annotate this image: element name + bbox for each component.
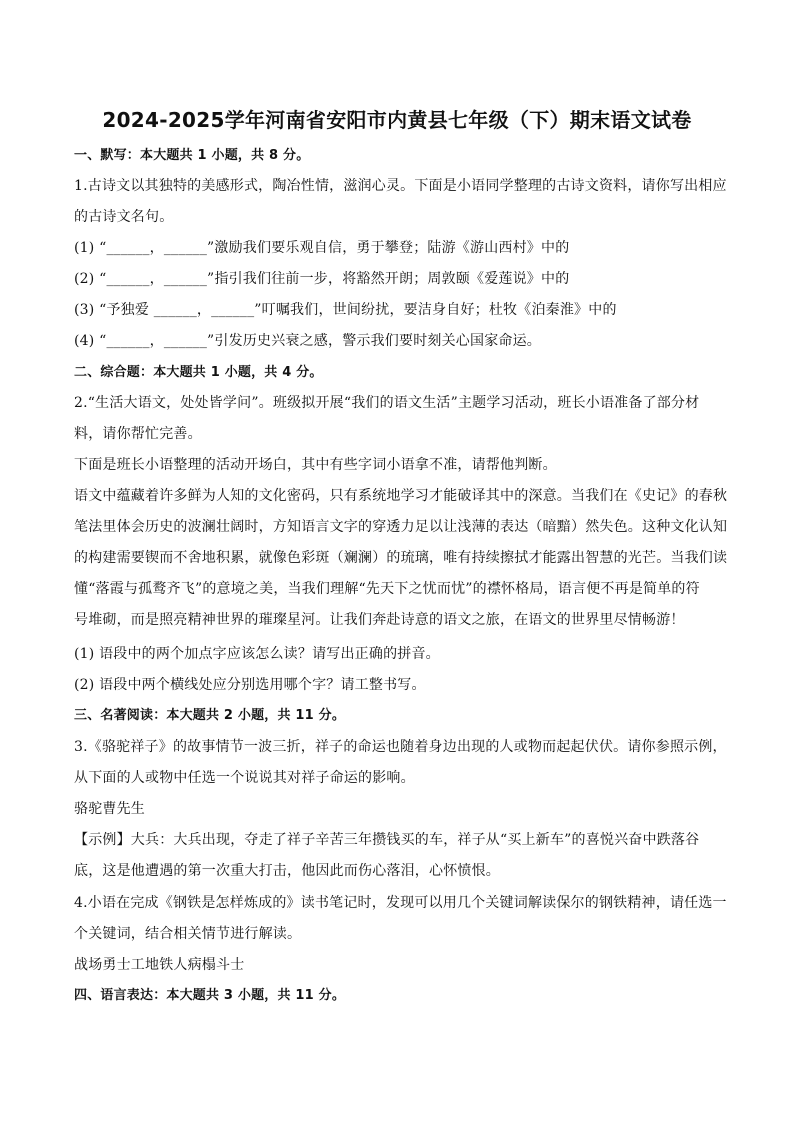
section-4-heading: 四、语言表达：本大题共 3 小题，共 11 分。 <box>74 988 346 1003</box>
section-3-heading: 三、名著阅读：本大题共 2 小题，共 11 分。 <box>74 708 346 723</box>
q2-passage-line-3: 的构建需要锲而不舍地积累，就像色彩斑（斓澜）的琉璃，唯有持续擦拭才能露出智慧的光芒。当我们读 <box>74 550 728 566</box>
section-2-heading: 二、综合题：本大题共 1 小题，共 4 分。 <box>74 365 323 380</box>
q2-passage-line-4: 懂“落霞与孤鹜齐飞”的意境之美，当我们理解“先天下之忧而忧”的襟怀格局，语言便不再是简单的符 <box>74 581 700 597</box>
q1-part-2: (2) “______，______”指引我们往前一步，将豁然开朗；周敦颐《爱莲说》中的 <box>74 271 570 287</box>
q3-options: 骆驼曹先生 <box>74 801 145 817</box>
q3-example-line-1: 【示例】大兵：大兵出现，夺走了祥子辛苦三年攒钱买的车，祥子从“买上新车”的喜悦兴奋中跌落谷 <box>74 832 700 848</box>
section-1-heading: 一、默写：本大题共 1 小题，共 8 分。 <box>74 148 310 163</box>
q2-passage-line-5: 号堆砌，而是照亮精神世界的璀璨星河。让我们奔赴诗意的语文之旅，在语文的世界里尽情畅游！ <box>74 612 685 628</box>
q2-passage-line-2: 笔法里体会历史的波澜壮阔时，方知语言文字的穿透力足以让浅薄的表达（暗黯）然失色。这种文化认知 <box>74 519 728 535</box>
q1-stem-line-2: 的古诗文名句。 <box>74 209 174 225</box>
q1-part-4: (4) “______，______”引发历史兴衰之感，警示我们要时刻关心国家命运。 <box>74 333 541 349</box>
q4-stem-line-1: 4.小语在完成《钢铁是怎样炼成的》读书笔记时，发现可以用几个关键词解读保尔的钢铁精神，请任选一 <box>74 895 727 911</box>
q3-stem-line-2: 从下面的人或物中任选一个说说其对祥子命运的影响。 <box>74 770 415 786</box>
page-title: 2024-2025学年河南省安阳市内黄县七年级（下）期末语文试卷 <box>102 108 692 132</box>
q2-subquestion-2: (2) 语段中两个横线处应分别选用哪个字？请工整书写。 <box>74 677 426 693</box>
q3-stem-line-1: 3.《骆驼祥子》的故事情节一波三折，祥子的命运也随着身边出现的人或物而起起伏伏。请你参照示例， <box>74 739 727 755</box>
q2-stem-line-1: 2.“生活大语文，处处皆学问”。班级拟开展“我们的语文生活”主题学习活动，班长小语准备了部分材 <box>74 395 700 411</box>
q2-instruction: 下面是班长小语整理的活动开场白，其中有些字词小语拿不准，请帮他判断。 <box>74 457 557 473</box>
q2-stem-line-2: 料，请你帮忙完善。 <box>74 426 202 442</box>
q1-part-1: (1) “______，______”激励我们要乐观自信，勇于攀登；陆游《游山西村》中的 <box>74 240 570 256</box>
q4-options: 战场勇士工地铁人病榻斗士 <box>74 957 245 973</box>
q1-part-3: (3) “予独爱 ______，______”叮嘱我们，世间纷扰，要洁身自好；杜牧《泊秦淮》中的 <box>74 302 617 318</box>
q4-stem-line-2: 个关键词，结合相关情节进行解读。 <box>74 926 302 942</box>
q3-example-line-2: 底，这是他遭遇的第一次重大打击，他因此而伤心落泪，心怀愤恨。 <box>74 863 500 879</box>
q2-subquestion-1: (1) 语段中的两个加点字应该怎么读？请写出正确的拼音。 <box>74 646 440 662</box>
q1-stem-line-1: 1.古诗文以其独特的美感形式，陶冶性情，滋润心灵。下面是小语同学整理的古诗文资料，请你写出相应 <box>74 178 727 194</box>
q2-passage-line-1: 语文中蕴藏着许多鲜为人知的文化密码，只有系统地学习才能破译其中的深意。当我们在《史记》的春秋 <box>74 488 728 504</box>
